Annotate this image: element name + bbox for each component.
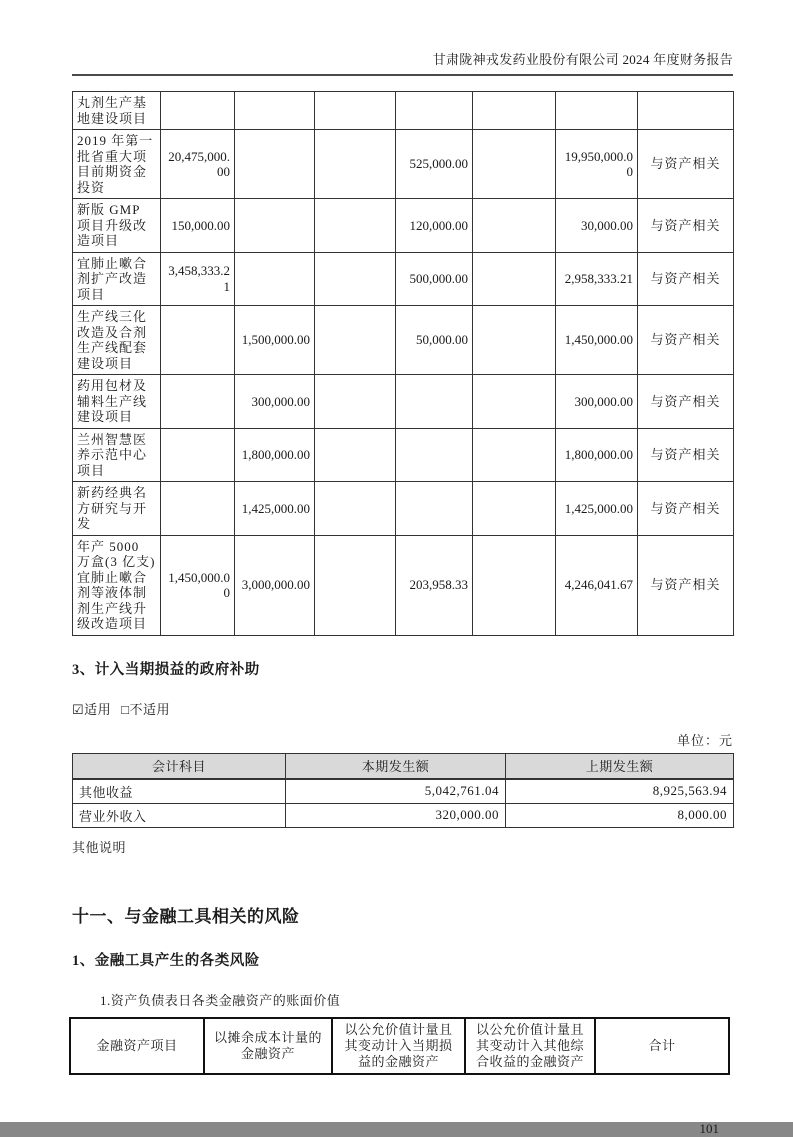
table-cell: 2,958,333.21 (556, 252, 638, 306)
subsidy-projects-table (72, 91, 734, 636)
table-cell: 1,450,000.00 (161, 535, 235, 635)
table-cell (161, 482, 235, 536)
table-row (73, 199, 734, 253)
section3-heading: 3、计入当期损益的政府补助 (72, 661, 260, 678)
table-cell: 120,000.00 (396, 199, 473, 253)
table-cell: 4,246,041.67 (556, 535, 638, 635)
applicable-label: 适用 (84, 701, 112, 717)
table-cell: 8,000.00 (506, 803, 734, 827)
table-cell: 1,500,000.00 (235, 306, 315, 375)
table-cell: 1,800,000.00 (235, 428, 315, 482)
table-cell (235, 92, 315, 130)
table-cell: 500,000.00 (396, 252, 473, 306)
table-cell (161, 92, 235, 130)
table-header-row (73, 753, 734, 779)
table-cell: 5,042,761.04 (286, 779, 506, 804)
table-cell: 3,000,000.00 (235, 535, 315, 635)
table-cell: 与资产相关 (638, 252, 734, 306)
table-cell (473, 92, 556, 130)
table-cell: 与资产相关 (638, 535, 734, 635)
table-cell: 宜肺止嗽合剂扩产改造项目 (73, 252, 161, 306)
unchecked-checkbox-icon: □ (121, 701, 130, 717)
column-header-prior-period: 上期发生额 (506, 753, 734, 779)
checked-checkbox-icon: ☑ (72, 701, 85, 717)
table-cell: 1,450,000.00 (556, 306, 638, 375)
table-cell: 其他收益 (73, 779, 286, 804)
table-cell (235, 199, 315, 253)
table-cell (556, 92, 638, 130)
table-cell (235, 252, 315, 306)
not-applicable-label: 不适用 (129, 701, 171, 717)
table-cell (315, 306, 396, 375)
table-cell: 320,000.00 (286, 803, 506, 827)
table-cell (315, 375, 396, 429)
column-header-asset-item: 金融资产项目 (70, 1018, 204, 1074)
table-cell: 营业外收入 (73, 803, 286, 827)
table-cell: 与资产相关 (638, 199, 734, 253)
table-cell (161, 375, 235, 429)
table-cell (473, 199, 556, 253)
column-header-account: 会计科目 (73, 753, 286, 779)
table-row (73, 803, 734, 827)
column-header-total: 合计 (595, 1018, 729, 1074)
table-cell: 300,000.00 (556, 375, 638, 429)
table-cell (315, 482, 396, 536)
table-row (73, 130, 734, 199)
table-cell: 300,000.00 (235, 375, 315, 429)
table-cell: 与资产相关 (638, 482, 734, 536)
table-cell: 新药经典名方研究与开发 (73, 482, 161, 536)
table-cell: 150,000.00 (161, 199, 235, 253)
unit-label: 单位：元 (676, 732, 733, 748)
table-cell (396, 428, 473, 482)
table-cell: 生产线三化改造及合剂生产线配套建设项目 (73, 306, 161, 375)
table-cell (638, 92, 734, 130)
table-cell (315, 535, 396, 635)
table-cell (396, 92, 473, 130)
table-row (73, 306, 734, 375)
table-cell (473, 482, 556, 536)
table-row (73, 428, 734, 482)
section11-sub-heading: 1、金融工具产生的各类风险 (72, 952, 260, 969)
column-header-fvoci: 以公允价值计量且其变动计入其他综合收益的金融资产 (465, 1018, 595, 1074)
table-row (73, 535, 734, 635)
column-header-fvtpl: 以公允价值计量且其变动计入当期损益的金融资产 (332, 1018, 465, 1074)
table-cell: 与资产相关 (638, 375, 734, 429)
table-cell: 8,925,563.94 (506, 779, 734, 804)
header-title: 甘肃陇神戎发药业股份有限公司 2024 年度财务报告 (432, 52, 733, 67)
government-grants-table-body (73, 779, 734, 828)
table-cell: 2019 年第一批省重大项目前期资金投资 (73, 130, 161, 199)
table-cell: 与资产相关 (638, 306, 734, 375)
table-cell (315, 130, 396, 199)
column-header-current-period: 本期发生额 (286, 753, 506, 779)
table-cell: 20,475,000.00 (161, 130, 235, 199)
table-cell: 1,425,000.00 (556, 482, 638, 536)
other-notes-label: 其他说明 (72, 839, 127, 855)
table-cell (161, 428, 235, 482)
table-row (73, 252, 734, 306)
table-cell: 新版 GMP 项目升级改造项目 (73, 199, 161, 253)
table-header-row (70, 1018, 729, 1074)
table-cell: 1,425,000.00 (235, 482, 315, 536)
table-row (73, 92, 734, 130)
table-cell (235, 130, 315, 199)
table-cell: 3,458,333.21 (161, 252, 235, 306)
table-cell (315, 252, 396, 306)
table-cell (315, 199, 396, 253)
financial-assets-table (69, 1017, 730, 1075)
table-cell (315, 92, 396, 130)
applicable-option (72, 702, 111, 717)
table-cell: 50,000.00 (396, 306, 473, 375)
table-cell (473, 252, 556, 306)
table-row (73, 482, 734, 536)
subsidy-projects-table-body (73, 92, 734, 636)
table-cell: 203,958.33 (396, 535, 473, 635)
table-cell (473, 130, 556, 199)
table-cell (396, 375, 473, 429)
table-cell (473, 375, 556, 429)
table-cell (473, 306, 556, 375)
table-cell: 年产 5000 万盒(3 亿支)宜肺止嗽合剂等液体制剂生产线升级改造项目 (73, 535, 161, 635)
table-cell (473, 535, 556, 635)
table-cell (315, 428, 396, 482)
table-row (73, 375, 734, 429)
table-cell: 1,800,000.00 (556, 428, 638, 482)
table-cell: 19,950,000.00 (556, 130, 638, 199)
section11-heading: 十一、与金融工具相关的风险 (72, 906, 300, 926)
government-grants-table (72, 753, 734, 828)
table-cell: 丸剂生产基地建设项目 (73, 92, 161, 130)
header-rule (72, 74, 733, 76)
table-row (73, 779, 734, 804)
table-cell: 兰州智慧医养示范中心项目 (73, 428, 161, 482)
table-cell: 药用包材及辅料生产线建设项目 (73, 375, 161, 429)
applicability-line (72, 699, 733, 718)
column-header-amortized-cost: 以摊余成本计量的金融资产 (204, 1018, 332, 1074)
table-cell: 30,000.00 (556, 199, 638, 253)
assets-table-caption: 1.资产负债表日各类金融资产的账面价值 (100, 992, 341, 1008)
table-cell: 与资产相关 (638, 428, 734, 482)
table-cell: 与资产相关 (638, 130, 734, 199)
page-number: 101 (699, 1120, 719, 1136)
table-cell (161, 306, 235, 375)
not-applicable-option (121, 702, 170, 717)
table-cell (473, 428, 556, 482)
table-cell: 525,000.00 (396, 130, 473, 199)
table-cell (396, 482, 473, 536)
